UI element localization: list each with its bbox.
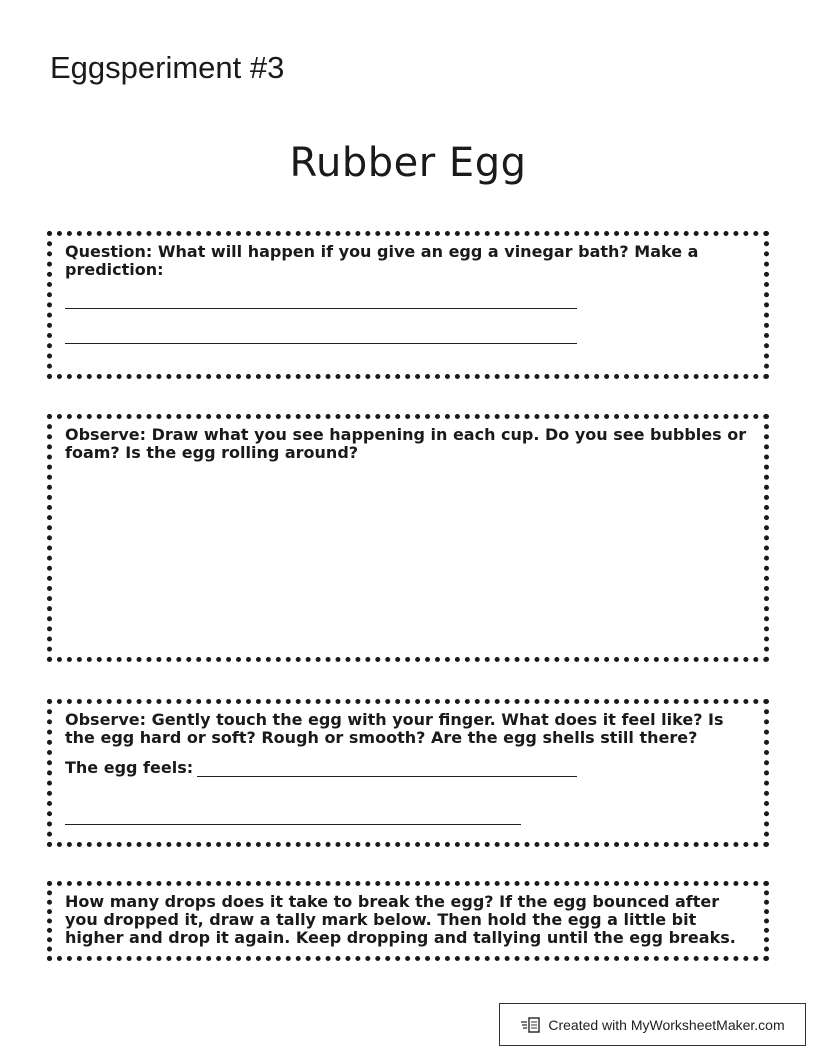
- worksheet-maker-logo-icon: [520, 1016, 542, 1034]
- prediction-line-1[interactable]: [65, 308, 577, 309]
- egg-feels-row: [65, 758, 577, 777]
- question-box: [47, 231, 769, 379]
- question-prompt: Question: What will happen if you give an egg a vinegar bath? Make a prediction:: [65, 242, 699, 279]
- observe-draw-prompt: Observe: Draw what you see happening in each cup. Do you see bubbles or foam? Is the egg rolling around?: [65, 425, 747, 462]
- observe-draw-box: [47, 414, 769, 662]
- observe-touch-prompt: Observe: Gently touch the egg with your finger. What does it feel like? Is the egg hard or soft? Rough or smooth? Are the egg shells still there?: [65, 710, 724, 747]
- series-title: Eggsperiment #3: [50, 50, 285, 85]
- observe-touch-box: [47, 699, 769, 847]
- drops-box: [47, 881, 769, 961]
- egg-feels-line[interactable]: [197, 762, 577, 777]
- footer-credit[interactable]: [499, 1003, 806, 1046]
- egg-feels-line-2[interactable]: [65, 824, 521, 825]
- footer-text: Created with MyWorksheetMaker.com: [548, 1016, 785, 1033]
- worksheet-title: Rubber Egg: [289, 140, 527, 186]
- drops-prompt: How many drops does it take to break the egg? If the egg bounced after you dropped it, draw a tally mark below. Then hold the egg a little bit higher and drop it again. Keep dropping and tallying until the egg breaks.: [65, 892, 736, 947]
- egg-feels-label: The egg feels:: [65, 758, 194, 777]
- drawing-area[interactable]: [65, 469, 751, 647]
- prediction-line-2[interactable]: [65, 343, 577, 344]
